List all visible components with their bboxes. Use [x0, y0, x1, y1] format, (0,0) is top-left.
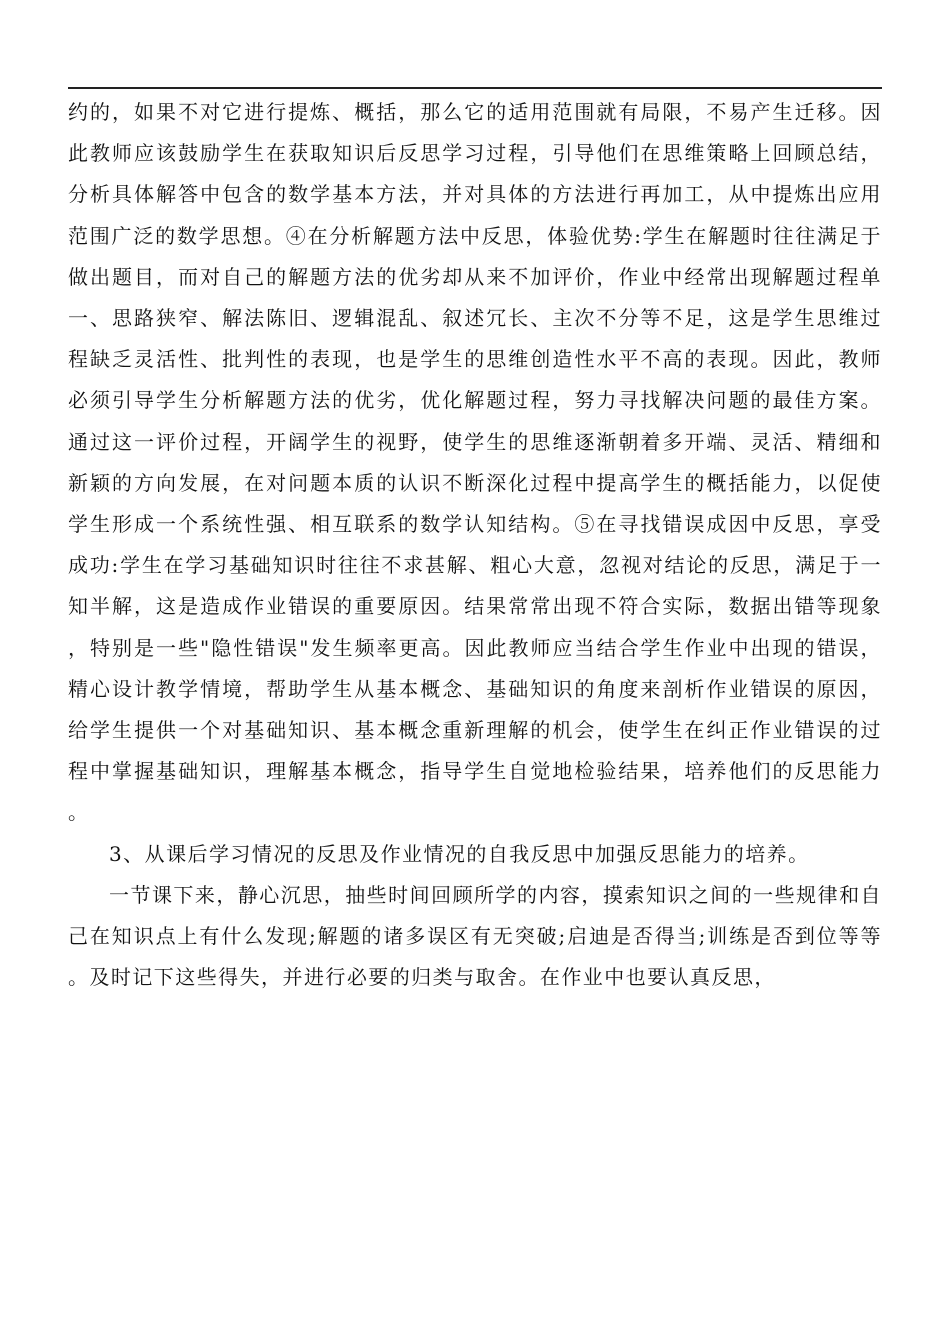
paragraph: 一节课下来，静心沉思，抽些时间回顾所学的内容，摸索知识之间的一些规律和自己在知识点上有什么发现;解题的诸多误区有无突破;启迪是否得当;训练是否到位等等。及时记下这些得失，并进行必要的归类与取舍。在作业中也要认真反思，	[68, 882, 882, 990]
paragraph-section-heading: 3、从课后学习情况的反思及作业情况的自我反思中加强反思能力的培养。	[109, 841, 810, 866]
paragraph-continued: 约的，如果不对它进行提炼、概括，那么它的适用范围就有局限，不易产生迁移。因此教师应该鼓励学生在获取知识后反思学习过程，引导他们在思维策略上回顾总结，分析具体解答中包含的数学基本方法，并对具体的方法进行再加工，从中提炼出应用范围广泛的数学思想。④在分析解题方法中反思，体验优势:学生在解题时往往满足于做出题目，而对自己的解题方法的优劣却从来不加评价，作业中经常出现解题过程单一、思路狭窄、解法陈旧、逻辑混乱、叙述冗长、主次不分等不足，这是学生思维过程缺乏灵活性、批判性的表现，也是学生的思维创造性水平不高的表现。因此，教师必须引导学生分析解题方法的优劣，优化解题过程，努力寻找解决问题的最佳方案。通过这一评价过程，开阔学生的视野，使学生的思维逐渐朝着多开端、灵活、精细和新颖的方向发展，在对问题本质的认识不断深化过程中提高学生的概括能力，以促使学生形成一个系统性强、相互联系的数学认知结构。⑤在寻找错误成因中反思，享受成功:学生在学习基础知识时往往不求甚解、粗心大意，忽视对结论的反思，满足于一知半解，这是造成作业错误的重要原因。结果常常出现不符合实际，数据出错等现象，特别是一些"隐性错误"发生频率更高。因此教师应当结合学生作业中出现的错误，精心设计教学情境，帮助学生从基本概念、基础知识的角度来剖析作业错误的原因，给学生提供一个对基础知识、基本概念重新理解的机会，使学生在纠正作业错误的过程中掌握基础知识，理解基本概念，指导学生自觉地检验结果，培养他们的反思能力。	[68, 100, 882, 825]
body-text	[68, 92, 882, 998]
header-rule	[68, 87, 882, 89]
